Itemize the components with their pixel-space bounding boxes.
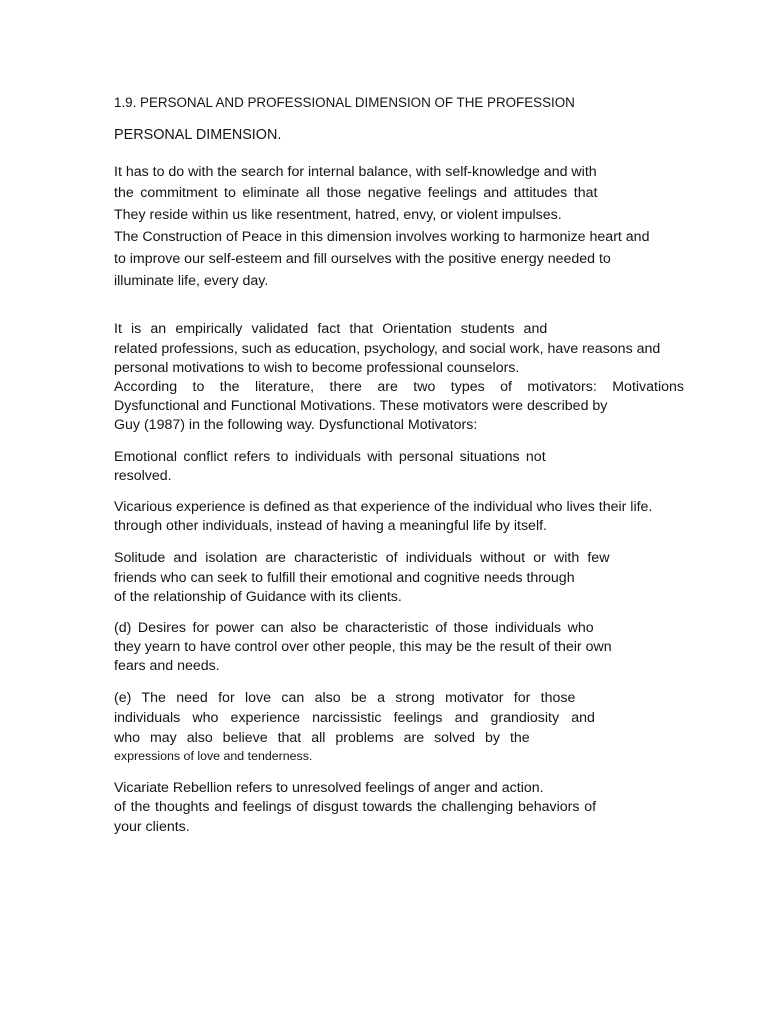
paragraph-emotional-conflict-line-2: resolved. [114,468,172,484]
section-title: 1.9. PERSONAL AND PROFESSIONAL DIMENSION OF THE PROFESSION [114,95,575,110]
paragraph-solitude-line-2: friends who can seek to fulfill their emotional and cognitive needs through [114,570,575,586]
paragraph-personal-line-6: illuminate life, every day. [114,273,269,289]
paragraph-orientation-line-3: personal motivations to wish to become professional counselors. [114,360,520,376]
paragraph-personal-line-2: the commitment to eliminate all those negative feelings and attitudes that [114,185,598,201]
paragraph-love-line-3: who may also believe that all problems are solved by the [114,730,530,746]
paragraph-power-line-2: they yearn to have control over other people, this may be the result of their own [114,639,612,655]
paragraph-rebellion-line-3: your clients. [114,819,190,835]
paragraph-orientation-line-6: Guy (1987) in the following way. Dysfunctional Motivators: [114,417,478,433]
subheading-personal-dimension: PERSONAL DIMENSION. [114,127,282,143]
paragraph-love-line-4: expressions of love and tenderness. [114,749,313,763]
paragraph-power-line-3: fears and needs. [114,658,220,674]
paragraph-personal-line-5: to improve our self-esteem and fill ourselves with the positive energy needed to [114,251,611,267]
paragraph-personal-line-1: It has to do with the search for internal balance, with self-knowledge and with [114,164,597,180]
paragraph-emotional-conflict-line-1: Emotional conflict refers to individuals with personal situations not [114,449,546,465]
paragraph-solitude-line-1: Solitude and isolation are characteristic of individuals without or with few [114,550,610,566]
paragraph-orientation-line-4: According to the literature, there are two types of motivators: Motivations [114,379,684,395]
paragraph-rebellion-line-2: of the thoughts and feelings of disgust towards the challenging behaviors of [114,799,597,815]
paragraph-personal-line-4: The Construction of Peace in this dimension involves working to harmonize heart and [114,229,650,245]
paragraph-vicarious-line-2: through other individuals, instead of having a meaningful life by itself. [114,518,547,534]
paragraph-orientation-line-1: It is an empirically validated fact that Orientation students and [114,321,548,337]
paragraph-personal-line-3: They reside within us like resentment, hatred, envy, or violent impulses. [114,207,562,223]
paragraph-love-line-2: individuals who experience narcissistic feelings and grandiosity and [114,710,595,726]
paragraph-orientation-line-2: related professions, such as education, psychology, and social work, have reasons and [114,341,661,357]
paragraph-power-line-1: (d) Desires for power can also be characteristic of those individuals who [114,620,594,636]
paragraph-vicarious-line-1: Vicarious experience is defined as that experience of the individual who lives their life. [114,499,653,515]
paragraph-love-line-1: (e) The need for love can also be a strong motivator for those [114,690,576,706]
paragraph-orientation-line-5: Dysfunctional and Functional Motivations. These motivators were described by [114,398,608,414]
paragraph-solitude-line-3: of the relationship of Guidance with its clients. [114,589,402,605]
paragraph-rebellion-line-1: Vicariate Rebellion refers to unresolved feelings of anger and action. [114,780,544,796]
